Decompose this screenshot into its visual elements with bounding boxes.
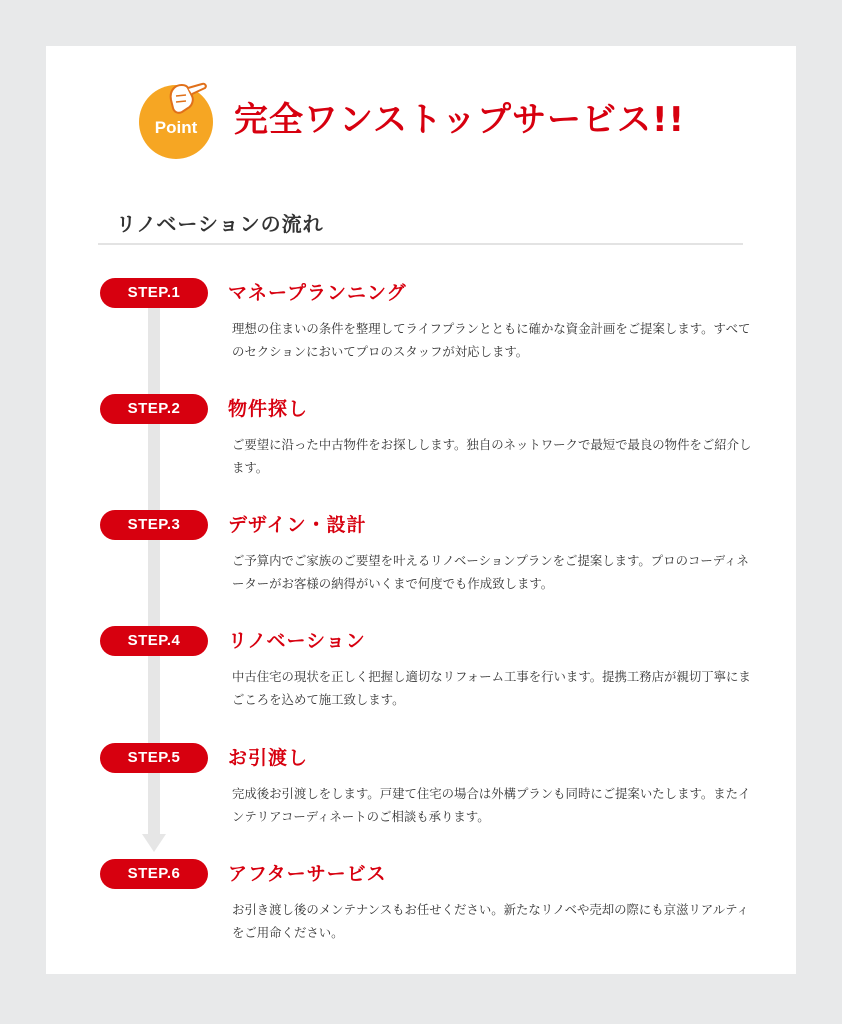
step-title: マネープランニング xyxy=(228,282,407,304)
point-badge-label: Point xyxy=(154,118,198,137)
pointing-hand-icon xyxy=(135,80,217,160)
step-badge: STEP.6 xyxy=(100,859,208,889)
step-description: ご予算内でご家族のご要望を叶えるリノベーションプランをご提案します。プロのコーディネーターがお客様の納得がいくまで何度でも作成致します。 xyxy=(232,553,749,591)
timeline-arrow-down-icon xyxy=(142,834,166,852)
step-description: 理想の住まいの条件を整理してライフプランとともに確かな資金計画をご提案します。すべてのセクションにおいてプロのスタッフが対応します。 xyxy=(232,321,751,359)
step-title: リノベーション xyxy=(228,630,366,652)
section-divider xyxy=(98,243,743,245)
step-badge: STEP.2 xyxy=(100,394,208,424)
step-description: ご要望に沿った中古物件をお探しします。独自のネットワークで最短で最良の物件をご紹介します。 xyxy=(232,437,752,475)
step-title: デザイン・設計 xyxy=(228,514,367,536)
content-card xyxy=(46,46,796,974)
step-badge: STEP.4 xyxy=(100,626,208,656)
page-title: 完全ワンストップサービス!! xyxy=(234,100,685,140)
step-badge: STEP.5 xyxy=(100,743,208,773)
step-description: お引き渡し後のメンテナンスもお任せください。新たなリノベや売却の際にも京滋リアルティをご用命ください。 xyxy=(232,902,749,940)
point-badge xyxy=(135,80,217,160)
step-title: 物件探し xyxy=(228,398,309,420)
step-title: お引渡し xyxy=(228,747,309,769)
step-description: 完成後お引渡しをします。戸建て住宅の場合は外構プランも同時にご提案いたします。またインテリアコーディネートのご相談も承ります。 xyxy=(232,786,751,824)
step-badge: STEP.3 xyxy=(100,510,208,540)
step-badge: STEP.1 xyxy=(100,278,208,308)
step-title: アフターサービス xyxy=(228,863,387,885)
section-heading: リノベーションの流れ xyxy=(116,212,324,236)
step-description: 中古住宅の現状を正しく把握し適切なリフォーム工事を行います。提携工務店が親切丁寧にまごころを込めて施工致します。 xyxy=(232,669,751,707)
